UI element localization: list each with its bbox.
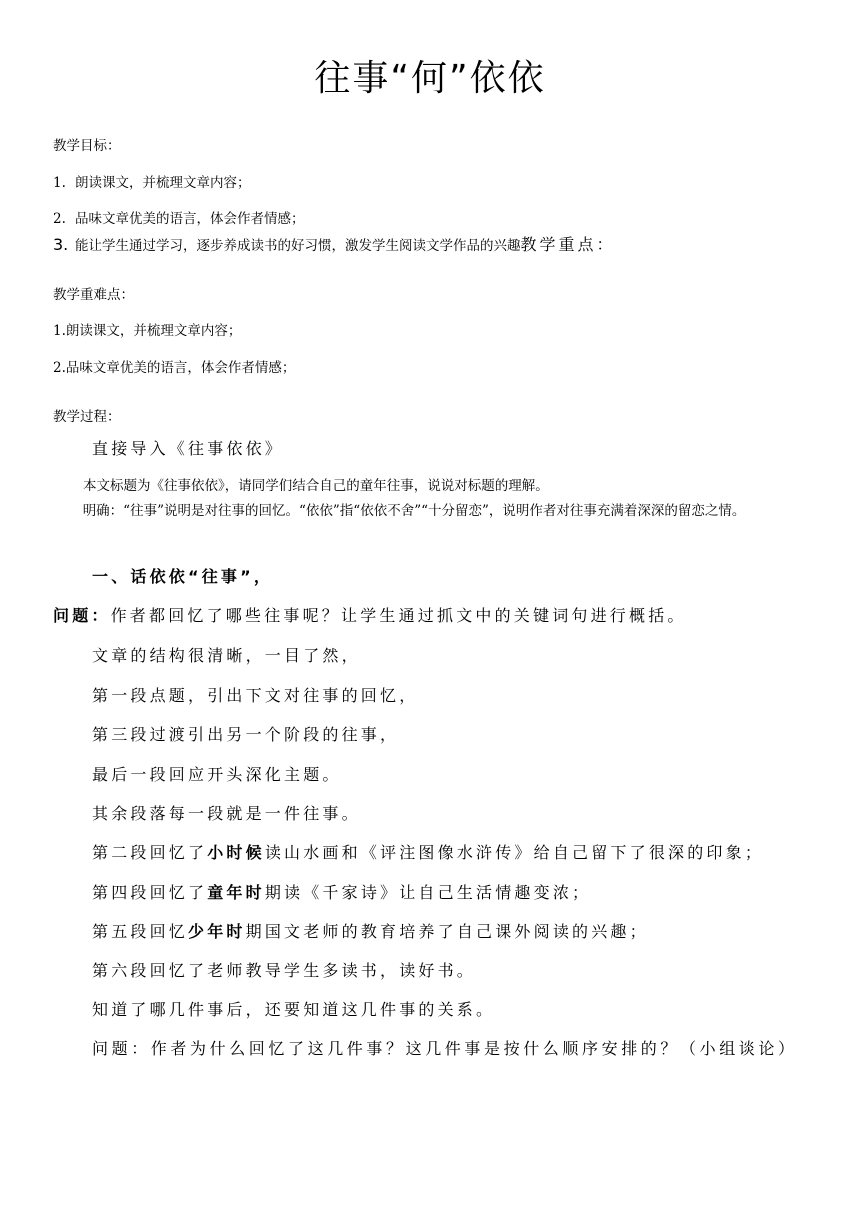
key-points-heading: 教学重难点： — [53, 287, 134, 303]
text-segment: 第二段回忆了 — [92, 843, 208, 862]
text-line — [92, 880, 591, 903]
objectives-heading: 教学目标： — [53, 138, 121, 154]
text-line: 第三段过渡引出另一个阶段的往事， — [92, 725, 400, 744]
objective-number: 2. — [53, 211, 66, 227]
text-line: 最后一段回应开头深化主题。 — [92, 765, 342, 784]
objective-text: 朗读课文，并梳理文章内容； — [75, 175, 251, 191]
text-line: 其余段落每一段就是一件往事。 — [92, 804, 361, 823]
objective-item — [53, 171, 251, 191]
key-point-item: 1.朗读课文，并梳理文章内容； — [53, 323, 242, 339]
objective-number: 3. — [53, 235, 69, 254]
text-line — [92, 840, 764, 863]
document-title: 往事“何”依依 — [314, 58, 546, 99]
text-segment: 读山水画和《评注图像水浒传》给自己留下了很深的印象； — [264, 843, 765, 862]
emphasis-text: 少年时 — [188, 922, 246, 941]
emphasis-text: 小时候 — [207, 843, 265, 862]
text-segment: 期国文老师的教育培养了自己课外阅读的兴趣； — [245, 922, 649, 941]
text-segment: 第五段回忆 — [92, 922, 189, 941]
question-line: 问题：作者为什么回忆了这几件事？这几件事是按什么顺序安排的？（小组谈论） — [92, 1039, 798, 1058]
process-heading: 教学过程： — [53, 409, 121, 425]
objective-number: 1. — [53, 175, 66, 191]
key-points-inline-label: 教学重点： — [520, 235, 616, 254]
question-line — [53, 603, 687, 626]
objective-text: 能让学生通过学习，逐步养成读书的好习惯，激发学生阅读文学作品的兴趣 — [75, 238, 521, 254]
text-segment: 期读《千家诗》让自己生活情趣变浓； — [264, 883, 592, 902]
text-line: 知道了哪几件事后，还要知道这几件事的关系。 — [92, 1000, 496, 1019]
paragraph: 明确：“往事”说明是对往事的回忆。“依依”指“依依不舍”“十分留恋”，说明作者对往事充满着深深的留恋之情。 — [82, 503, 746, 519]
text-segment: 第四段回忆了 — [92, 883, 208, 902]
text-line — [92, 919, 649, 942]
section-heading: 一、话依依“往事”， — [92, 567, 274, 586]
text-line: 第一段点题，引出下文对往事的回忆， — [92, 686, 419, 705]
key-point-item: 2.品味文章优美的语言，体会作者情感； — [53, 360, 296, 376]
text-line: 第六段回忆了老师教导学生多读书，读好书。 — [92, 961, 477, 980]
question-text: 作者都回忆了哪些往事呢？让学生通过抓文中的关键词句进行概括。 — [110, 606, 687, 625]
intro-line: 直接导入《往事依依》 — [92, 439, 285, 458]
objective-item — [53, 207, 305, 227]
text-line: 文章的结构很清晰，一目了然， — [92, 646, 361, 665]
question-label: 问题： — [53, 606, 111, 625]
objective-item — [53, 232, 616, 255]
objective-text: 品味文章优美的语言，体会作者情感； — [75, 211, 305, 227]
emphasis-text: 童年时 — [207, 883, 265, 902]
paragraph: 本文标题为《往事依依》，请同学们结合自己的童年往事，说说对标题的理解。 — [83, 478, 549, 494]
